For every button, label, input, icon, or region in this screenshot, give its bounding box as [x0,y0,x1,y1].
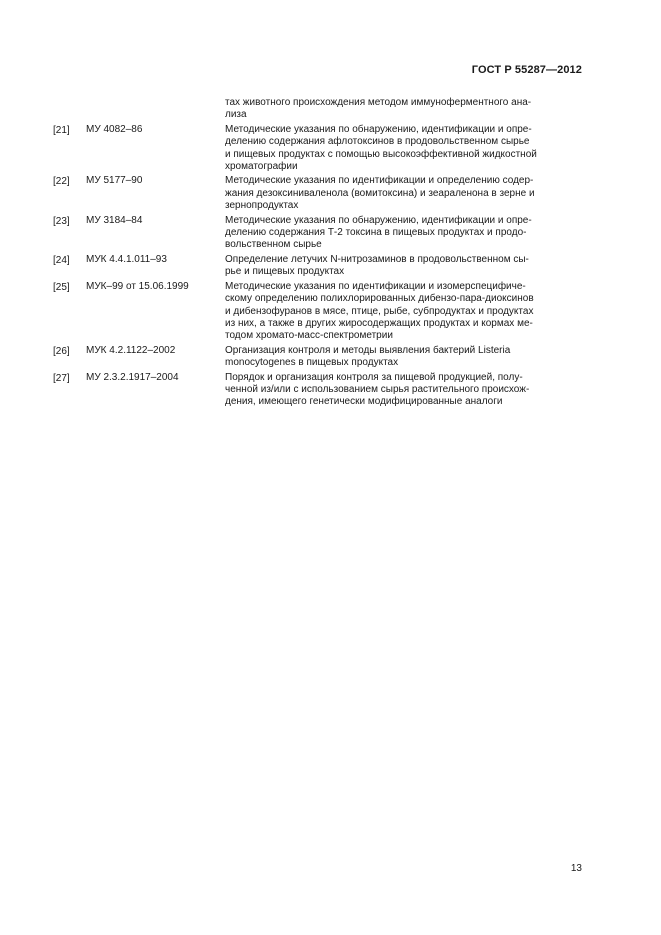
reference-description [225,281,576,343]
reference-description [225,124,576,174]
description-line: Порядок и организация контроля за пищевой продукцией, полу- [225,371,523,383]
description-line: monocytogenes в пищевых продуктах [225,357,399,369]
description-line: делению содержания Т-2 токсина в пищевых продуктах и продо- [225,227,527,239]
reference-number: [27] [53,372,70,384]
description-line: Определение летучих N-нитрозаминов в продовольственном сы- [225,253,529,265]
reference-number: [23] [53,215,70,227]
continued-reference-text [225,97,576,122]
reference-code: МУК–99 от 15.06.1999 [86,280,189,292]
description-line: и дибензофуранов в мясе, птице, рыбе, субпродуктах и продуктах [225,305,534,317]
reference-code: МУК 4.2.1122–2002 [86,344,176,356]
description-line: рье и пищевых продуктах [225,266,345,278]
reference-description [225,372,576,409]
reference-row-24 [53,254,576,279]
description-line: делению содержания афлотоксинов в продовольственном сырье [225,136,530,148]
reference-description [225,175,576,212]
reference-row-21 [53,124,576,174]
description-line: из них, а также в других жиросодержащих продуктах и кормах ме- [225,317,533,329]
reference-code: МУК 4.4.1.011–93 [86,253,167,265]
reference-number: [22] [53,176,70,188]
reference-number: [26] [53,345,70,357]
reference-row-23 [53,215,576,252]
reference-number: [25] [53,281,70,293]
description-line: скому определению полихлорированных дибензо-пара-диоксинов [225,293,534,305]
reference-row-26 [53,345,576,370]
description-line: жания дезоксиниваленола (вомитоксина) и зеараленона в зерне и [225,187,535,199]
reference-code: МУ 3184–84 [86,214,143,226]
reference-description [225,254,576,279]
reference-number: [21] [53,124,70,136]
reference-description [225,345,576,370]
description-line: Организация контроля и методы выявления бактерий Listeria [225,344,511,356]
description-line: дения, имеющего генетически модифицированные аналоги [225,396,503,408]
document-header: ГОСТ Р 55287—2012 [471,64,582,76]
description-line: Методические указания по обнаружению, идентификации и опре- [225,214,532,226]
page-number: 13 [570,863,582,874]
reference-row-25 [53,281,576,343]
reference-description [225,215,576,252]
reference-row-27 [53,372,576,409]
reference-code: МУ 4082–86 [86,123,143,135]
reference-code: МУ 2.3.2.1917–2004 [86,371,179,383]
reference-row-22 [53,175,576,212]
reference-number: [24] [53,254,70,266]
description-line: и пищевых продуктах с помощью высокоэффективной жидкостной [225,148,537,160]
description-line: Методические указания по обнаружению, идентификации и опре- [225,123,532,135]
description-line: хроматографии [225,161,298,173]
description-line: Методические указания по идентификации и определению содер- [225,175,534,187]
description-line: тодом хромато-масс-спектрометрии [225,330,393,342]
reference-code: МУ 5177–90 [86,175,143,187]
description-line: Методические указания по идентификации и изомерспецифиче- [225,280,526,292]
description-line: вольственном сырье [225,239,322,251]
bibliography-list [53,97,576,409]
continuation-line: тах животного происхождения методом иммуноферментного ана- [225,97,532,108]
description-line: ченной из/или с использованием сырья растительного происхож- [225,383,530,395]
description-line: зернопродуктах [225,200,299,212]
continuation-line: лиза [225,109,247,121]
